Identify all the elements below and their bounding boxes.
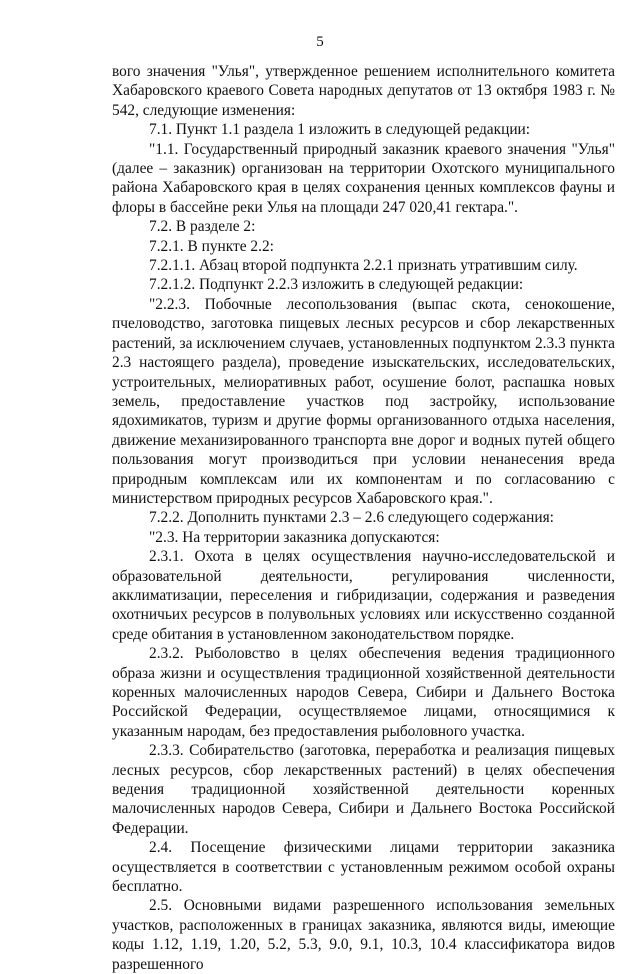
paragraph-7-2-1-1: 7.2.1.1. Абзац второй подпункта 2.2.1 признать утратившим силу. [149, 257, 578, 275]
paragraph-7-2: 7.2. В разделе 2: [149, 218, 256, 236]
paragraph-2-3: "2.3. На территории заказника допускаются: [149, 528, 440, 546]
paragraph-7-1: 7.1. Пункт 1.1 раздела 1 изложить в следующей редакции: [149, 121, 531, 139]
paragraph-7-2-2: 7.2.2. Дополнить пунктами 2.3 – 2.6 следующего содержания: [149, 509, 554, 527]
paragraph-2-3-2: 2.3.2. Рыболовство в целях обеспечения ведения традиционного образа жизни и осуществления традиционной хозяйственной деятельности коренных малочисленных народов Севера, Сибири и Дальнего Востока Российской Федерации, осуществляемое лицами, относящимися к указанным народам, без предоставления рыболовного участка. [112, 645, 615, 740]
paragraph-2-4: 2.4. Посещение физическими лицами территории заказника осуществляется в соответствии с установленным режимом особой охраны бесплатно. [112, 839, 615, 896]
paragraph-7-2-1: 7.2.1. В пункте 2.2: [149, 237, 274, 255]
paragraph-intro-continuation: вого значения "Улья", утвержденное решением исполнительного комитета Хабаровского краевого Совета народных депутатов от 13 октября 1983 г. № 542, следующие изменения: [112, 63, 615, 119]
paragraph-2-2-3-quote: "2.2.3. Побочные лесопользования (выпас скота, сенокошение, пчеловодство, заготовка пищевых лесных ресурсов и сбор лекарственных растений, за исключением случаев, установленных подпунктом 2.3.3 пункта 2.3 настоящего раздела), проведение изыскательских, исследовательских, устроительных, мелиоративных работ, осушение болот, распашка новых земель, предоставление участков под застройку, использование ядохимикатов, туризм и другие формы организованного отдыха населения, движение механизированного транспорта вне дорог и водных путей общего пользования могут производиться при условии ненанесения вреда природным комплексам или их компонентам и по согласованию с министерством природных ресурсов Хабаровского края.". [112, 295, 615, 507]
document-body [112, 62, 615, 974]
paragraph-2-3-1: 2.3.1. Охота в целях осуществления научно-исследовательской и образовательной деятельности, регулирования численности, акклиматизации, переселения и гибридизации, содержания и разведения охотничьих ресурсов в полувольных условиях или искусственно созданной среде обитания в установленном законодательством порядке. [112, 548, 615, 643]
paragraph-7-2-1-2: 7.2.1.2. Подпункт 2.2.3 изложить в следующей редакции: [149, 276, 524, 294]
page-number: 5 [316, 34, 324, 50]
paragraph-2-3-3: 2.3.3. Собирательство (заготовка, переработка и реализация пищевых лесных ресурсов, сбор лекарственных растений) в целях обеспечения ведения традиционной хозяйственной деятельности коренных малочисленных народов Севера, Сибири и Дальнего Востока Российской Федерации. [112, 742, 615, 837]
paragraph-2-5: 2.5. Основными видами разрешенного использования земельных участков, расположенных в границах заказника, являются виды, имеющие коды 1.12, 1.19, 1.20, 5.2, 5.3, 9.0, 9.1, 10.3, 10.4 классификатора видов разрешенного [112, 897, 615, 973]
paragraph-1-1-quote: "1.1. Государственный природный заказник краевого значения "Улья" (далее – заказник) организован на территории Охотского муниципального района Хабаровского края в целях сохранения ценных комплексов фауны и флоры в бассейне реки Улья на площади 247 020,41 гектара.". [112, 140, 615, 216]
